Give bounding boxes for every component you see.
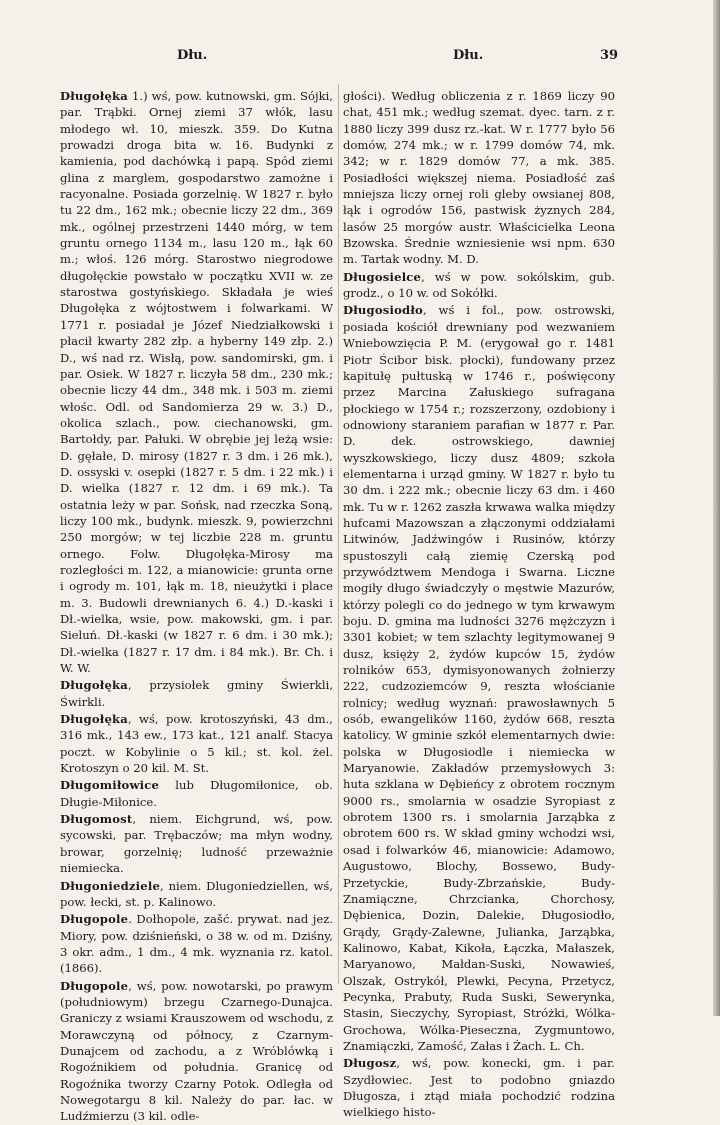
entry-headword: Długopole (60, 912, 129, 927)
entry-text: , przysiołek gminy Świerkli, Świrkli. (60, 678, 333, 709)
entry-text: , niem. Eichgrund, wś, pow. sycowski, par. Trębaczów; ma młyn wodny, browar, gorzelnię; ludność przeważnie niemiecka. (60, 812, 333, 876)
entry-headword: Długosz (343, 1056, 397, 1071)
entry-text: głości). Według obliczenia z r. 1869 liczy 90 chat, 451 mk.; według szemat. dyec. tarn. z r. 1880 liczy 399 dusz rz.-kat. W r. 1777 było 56 domów, 274 mk.; w r. 1799 domów 74, mk. 342; w r. 1829 domów 77, a mk. 385. Posiadłości większej niema. Posiadłość zaś mniejsza liczy ornej roli gleby owsianej 808, łąk i ogrodów 156, pastwisk żyznych 284, lasów 25 morgów austr. Właścicielka Leona Bzowska. Średnie wzniesienie wsi npm. 630 m. Tartak wodny. M. D. (343, 89, 615, 267)
entry-text: , wś w pow. sokólskim, gub. grodz., o 10 w. od Sokółki. (343, 269, 615, 301)
entry (60, 978, 333, 1125)
entry-text: , wś, pow. krotoszyński, 43 dm., 316 mk., 143 ew., 173 kat., 121 analf. Stacya poczt. w Kobylinie o 5 kil.; st. kol. żel. Krotoszyn o 20 kil. M. St. (60, 712, 333, 776)
entry-headword: Długomost (60, 812, 133, 827)
entry (343, 88, 615, 268)
entry-headword: Długołęka (60, 712, 128, 727)
entry-headword: Długołęka (60, 89, 128, 103)
header-center: Dłu. (453, 48, 484, 63)
entry (60, 711, 333, 776)
entry-text: 1.) wś, pow. kutnowski, gm. Sójki, par. Trąbki. Ornej ziemi 37 włók, lasu młodego wł. 10, mieszk. 359. Do Kutna prowadzi droga bita w. 16. Budynki z kamienia, pod dachówką i papą. Spód ziemi glina z marglem, gospodarstwo zamożne i racyonalne. Posiada gorzelnię. W 1827 r. było tu 22 dm., 162 mk.; obecnie liczy 22 dm., 369 mk., ogólnej przestrzeni 1440 mórg, w tem gruntu ornego 1134 m., lasu 120 m., łąk 60 m.; włoś. 126 mórg. Starostwo niegrodowe długołęckie powstało w początku XVII w. ze starostwa gostyńskiego. Składała je wieś Długołęka z wójtostwem i folwarkami. W 1771 r. posiadał je Józef Niedziałkowski i płacił kwarty 282 złp. a hyberny 149 złp. 2.) D., wś nad rz. Wisłą, pow. sandomirski, gm. i par. Osiek. W 1827 r. liczyła 58 dm., 230 mk.; obecnie liczy 44 dm., 348 mk. i 503 m. ziemi włośc. Odl. od Sandomierza 29 w. 3.) D., okolica szlach., pow. ciechanowski, gm. Bartołdy, par. Pałuki. W obrębie jej leżą wsie: D. gęłałe, D. mirosy (1827 r. 3 dm. i 26 mk.), D. ossyski v. osepki (1827 r. 5 dm. i 22 mk.) i D. wielka (1827 r. 12 dm. i 69 mk.). Ta ostatnia leży w par. Sońsk, nad rzeczka Soną, liczy 100 mk., budynk. mieszk. 9, powierzchni 250 morgów; w tej liczbie 228 m. gruntu ornego. Folw. Długołęka-Mirosy ma rozległości m. 122, a mianowicie: grunta orne i ogrody m. 101, łąk m. 18, nieużytki i place m. 3. Budowli drewnianych 6. 4.) D.-kaski i Dł.-wielka, wsie, pow. makowski, gm. i par. Sieluń. Dł.-kaski (w 1827 r. 6 dm. i 30 mk.); Dł.-wielka (1827 r. 17 dm. i 84 mk.). Br. Ch. i W. W. (60, 89, 333, 676)
header-left: Dłu. (177, 48, 208, 63)
entry (60, 88, 333, 676)
entry-text: , wś, pow. nowotarski, po prawym (południowym) brzegu Czarnego-Dunajca. Graniczy z wsiami Krauszowem od wschodu, z Morawczyną od północy, z Czarnym-Dunajcem od zachodu, a z Wróblówką i Rogoźnikiem od południa. Granicę od Rogoźnika tworzy Czarny Potok. Odległa od Nowegotargu 8 kil. Należy do par. łac. w Ludźmierzu (3 kil. odle- (60, 978, 333, 1124)
entry (60, 811, 333, 876)
entry-text: , wś, pow. konecki, gm. i par. Szydłowiec. Jest to podobno gniazdo Długosza, i ztąd miała pochodzić rodzina wielkiego histo- (343, 1056, 615, 1120)
entry-headword: Długomiłowice (60, 778, 160, 793)
entry-text: , wś i fol., pow. ostrowski, posiada kościół drewniany pod wezwaniem Wniebowzięcia P. M. (erygował go r. 1481 Piotr Ścibor bisk. płocki), fundowany przez kapitułę pułtuską w 1746 r., poświęcony przez Marcina Załuskiego sufragana płockiego w 1754 r.; rozszerzony, ozdobiony i odnowiony staraniem parafian w 1877 r. Par. D. dek. ostrowskiego, dawniej wyszkowskiego, liczy dusz 4809; szkoła elementarna i urząd gminy. W 1827 r. było tu 30 dm. i 222 mk.; obecnie liczy 63 dm. i 460 mk. Tu w r. 1262 zaszła krwawa walka między hufcami Mazowszan a złączonymi oddziałami Litwinów, Jadźwingów i Rusinów, którzy spustoszyli całą ziemię Czerską pod przywództwem Mendoga i Swarna. Liczne mogiły długo świadczyły o męstwie Mazurów, którzy polegli co do jednego w tym krwawym boju. D. gmina ma ludności 3276 mężczyzn i 3301 kobiet; w tem szlachty legitymowanej 9 dusz, księży 2, żydów kupców 15, żydów rolników 653, dymisyonowanych żołnierzy 222, cudzoziemców 9, reszta włościanie rolnicy; według wyznań: prawosławnych 5 osób, ewangelików 1160, żydów 668, reszta katolicy. W gminie szkół elementarnych dwie: polska w Długosiodle i niemiecka w Maryanowie. Zakładów przemysłowych 3: huta szklana w Dębieńcy z obrotem rocznym 9000 rs., smolarnia w osadzie Syropiast z obrotem 1300 rs. i smolarnia Jarząbka z obrotem 600 rs. W skład gminy wchodzi wsi, osad i folwarków 46, mianowicie: Adamowo, Augustowo, Blochy, Bossewo, Budy-Przetyckie, Budy-Zbrzańskie, Budy-Znamiączne, Chrzcianka, Chorchosy, Dębienica, Dozin, Dalekie, Długosiodło, Grądy, Grądy-Zalewne, Julianka, Jarząbka, Kalinowo, Kabat, Kikoła, Łączka, Małaszek, Maryanowo, Małdan-Suski, Nowawieś, Olszak, Ostrykół, Plewki, Pecyna, Przetycz, Pecynka, Prabuty, Ruda Suski, Sewerynka, Stasin, Sieczychy, Syropiast, Stróżki, Wólka-Grochowa, Wólka-Pieseczna, Zygmuntowo, Znamiączki, Zamość, Załas i Żach. L. Ch. (343, 303, 615, 1053)
entry-headword: Długosielce (343, 269, 422, 284)
page-edge (713, 0, 720, 1016)
entry (343, 1055, 615, 1120)
entry-headword: Długołęka (60, 678, 128, 693)
entry (343, 269, 615, 302)
entry (60, 911, 333, 976)
entry (60, 777, 333, 810)
entry (343, 302, 615, 1054)
entry (60, 677, 333, 710)
left-column (60, 88, 333, 1124)
entry-text: , niem. Dlugoniedziellen, wś, pow. łecki, st. p. Kalinowo. (60, 878, 333, 909)
entry (60, 878, 333, 911)
entry-headword: Długosiodło (343, 303, 423, 318)
entry-headword: Długopole (60, 978, 129, 993)
running-head (0, 48, 720, 70)
entry-text: lub Długomiłonice, ob. Długie-Miłonice. (60, 778, 333, 809)
right-column (343, 88, 615, 1120)
entry-text: . Dołhopole, zašć. prywat. nad jez. Miory, pow. dziśnieński, o 38 w. od m. Dziśny, 3 okr. adm., 1 dm., 4 mk. wyznania rz. katol. (1866). (60, 912, 333, 976)
column-divider (338, 84, 339, 984)
entry-headword: Długoniedziele (60, 878, 161, 893)
page-number: 39 (600, 48, 619, 63)
